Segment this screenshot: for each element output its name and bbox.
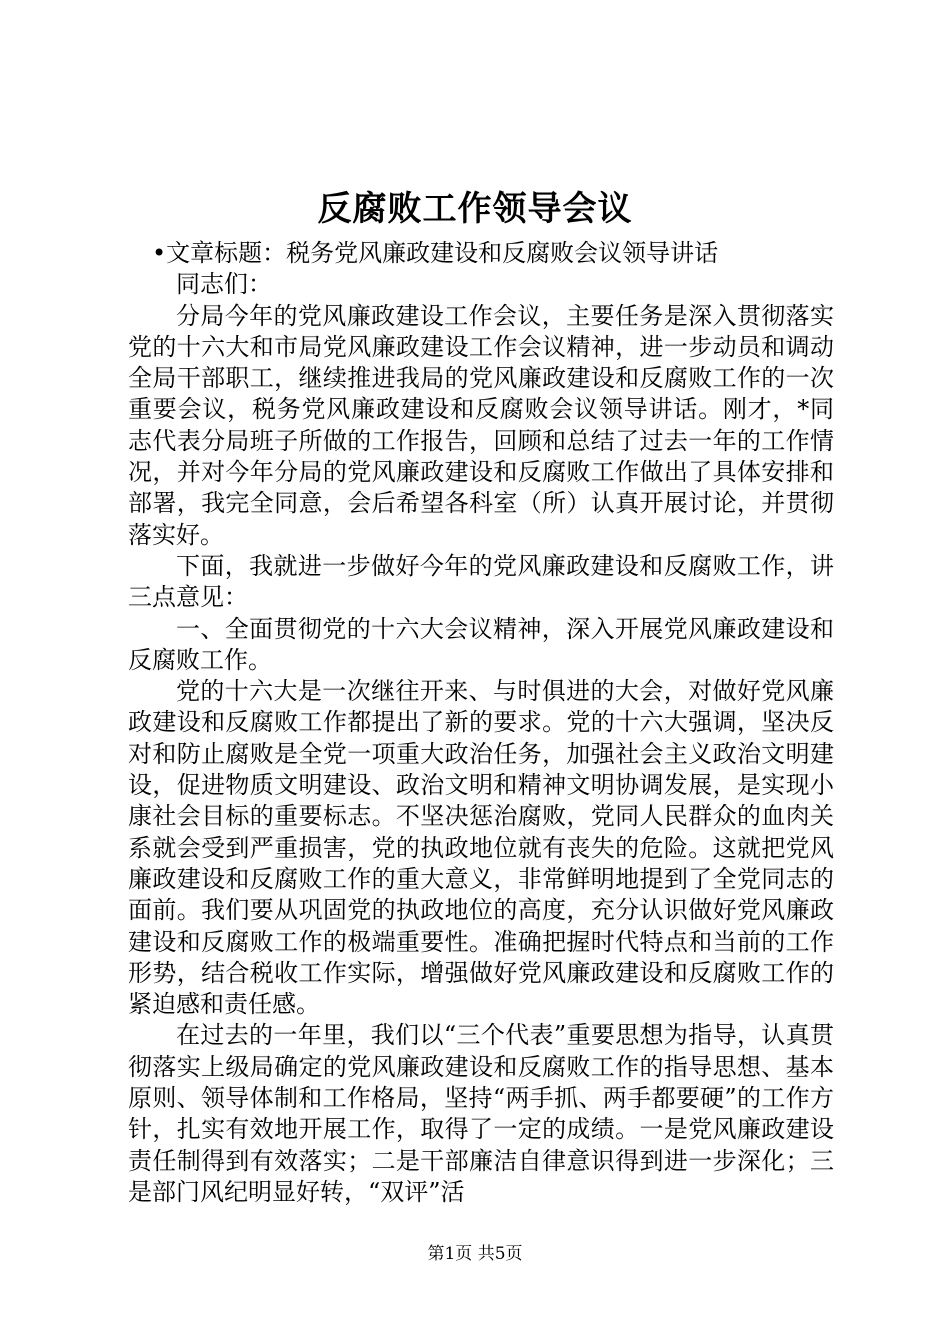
paragraph: 分局今年的党风廉政建设工作会议，主要任务是深入贯彻落实党的十六大和市局党风廉政建设工作会议精神，进一步动员和调动全局干部职工，继续推进我局的党风廉政建设和反腐败工作的一次重要会议，税务党风廉政建设和反腐败会议领导讲话。刚才，*同志代表分局班子所做的工作报告，回顾和总结了过去一年的工作情况，并对今年分局的党风廉政建设和反腐败工作做出了具体安排和部署，我完全同意，会后希望各科室（所）认真开展讨论，并贯彻落实好。: [128, 301, 834, 549]
paragraph: 党的十六大是一次继往开来、与时俱进的大会，对做好党风廉政建设和反腐败工作都提出了新的要求。党的十六大强调，坚决反对和防止腐败是全党一项重大政治任务，加强社会主义政治文明建设，促进物质文明建设、政治文明和精神文明协调发展，是实现小康社会目标的重要标志。不坚决惩治腐败，党同人民群众的血肉关系就会受到严重损害，党的执政地位就有丧失的危险。这就把党风廉政建设和反腐败工作的重大意义，非常鲜明地提到了全党同志的面前。我们要从巩固党的执政地位的高度，充分认识做好党风廉政建设和反腐败工作的极端重要性。准确把握时代特点和当前的工作形势，结合税收工作实际，增强做好党风廉政建设和反腐败工作的紧迫感和责任感。: [128, 677, 834, 1019]
document-body: [128, 238, 834, 1208]
salutation: 同志们：: [176, 270, 272, 299]
document-title: 反腐败工作领导会议: [317, 189, 633, 229]
paragraph: 下面，我就进一步做好今年的党风廉政建设和反腐败工作，讲三点意见：: [128, 551, 834, 612]
paragraph: 在过去的一年里，我们以“三个代表”重要思想为指导，认真贯彻落实上级局确定的党风廉政建设和反腐败工作的指导思想、基本原则、领导体制和工作格局，坚持“两手抓、两手都要硬”的工作方针，扎实有效地开展工作，取得了一定的成绩。一是党风廉政建设责任制得到有效落实；二是干部廉洁自律意识得到进一步深化；三是部门风纪明显好转，“双评”活: [128, 1021, 834, 1206]
article-title-line: •文章标题：税务党风廉政建设和反腐败会议领导讲话: [152, 239, 719, 267]
section-heading: 一、全面贯彻党的十六大会议精神，深入开展党风廉政建设和反腐败工作。: [128, 614, 834, 674]
page-footer: 第1页 共5页: [427, 1244, 523, 1264]
